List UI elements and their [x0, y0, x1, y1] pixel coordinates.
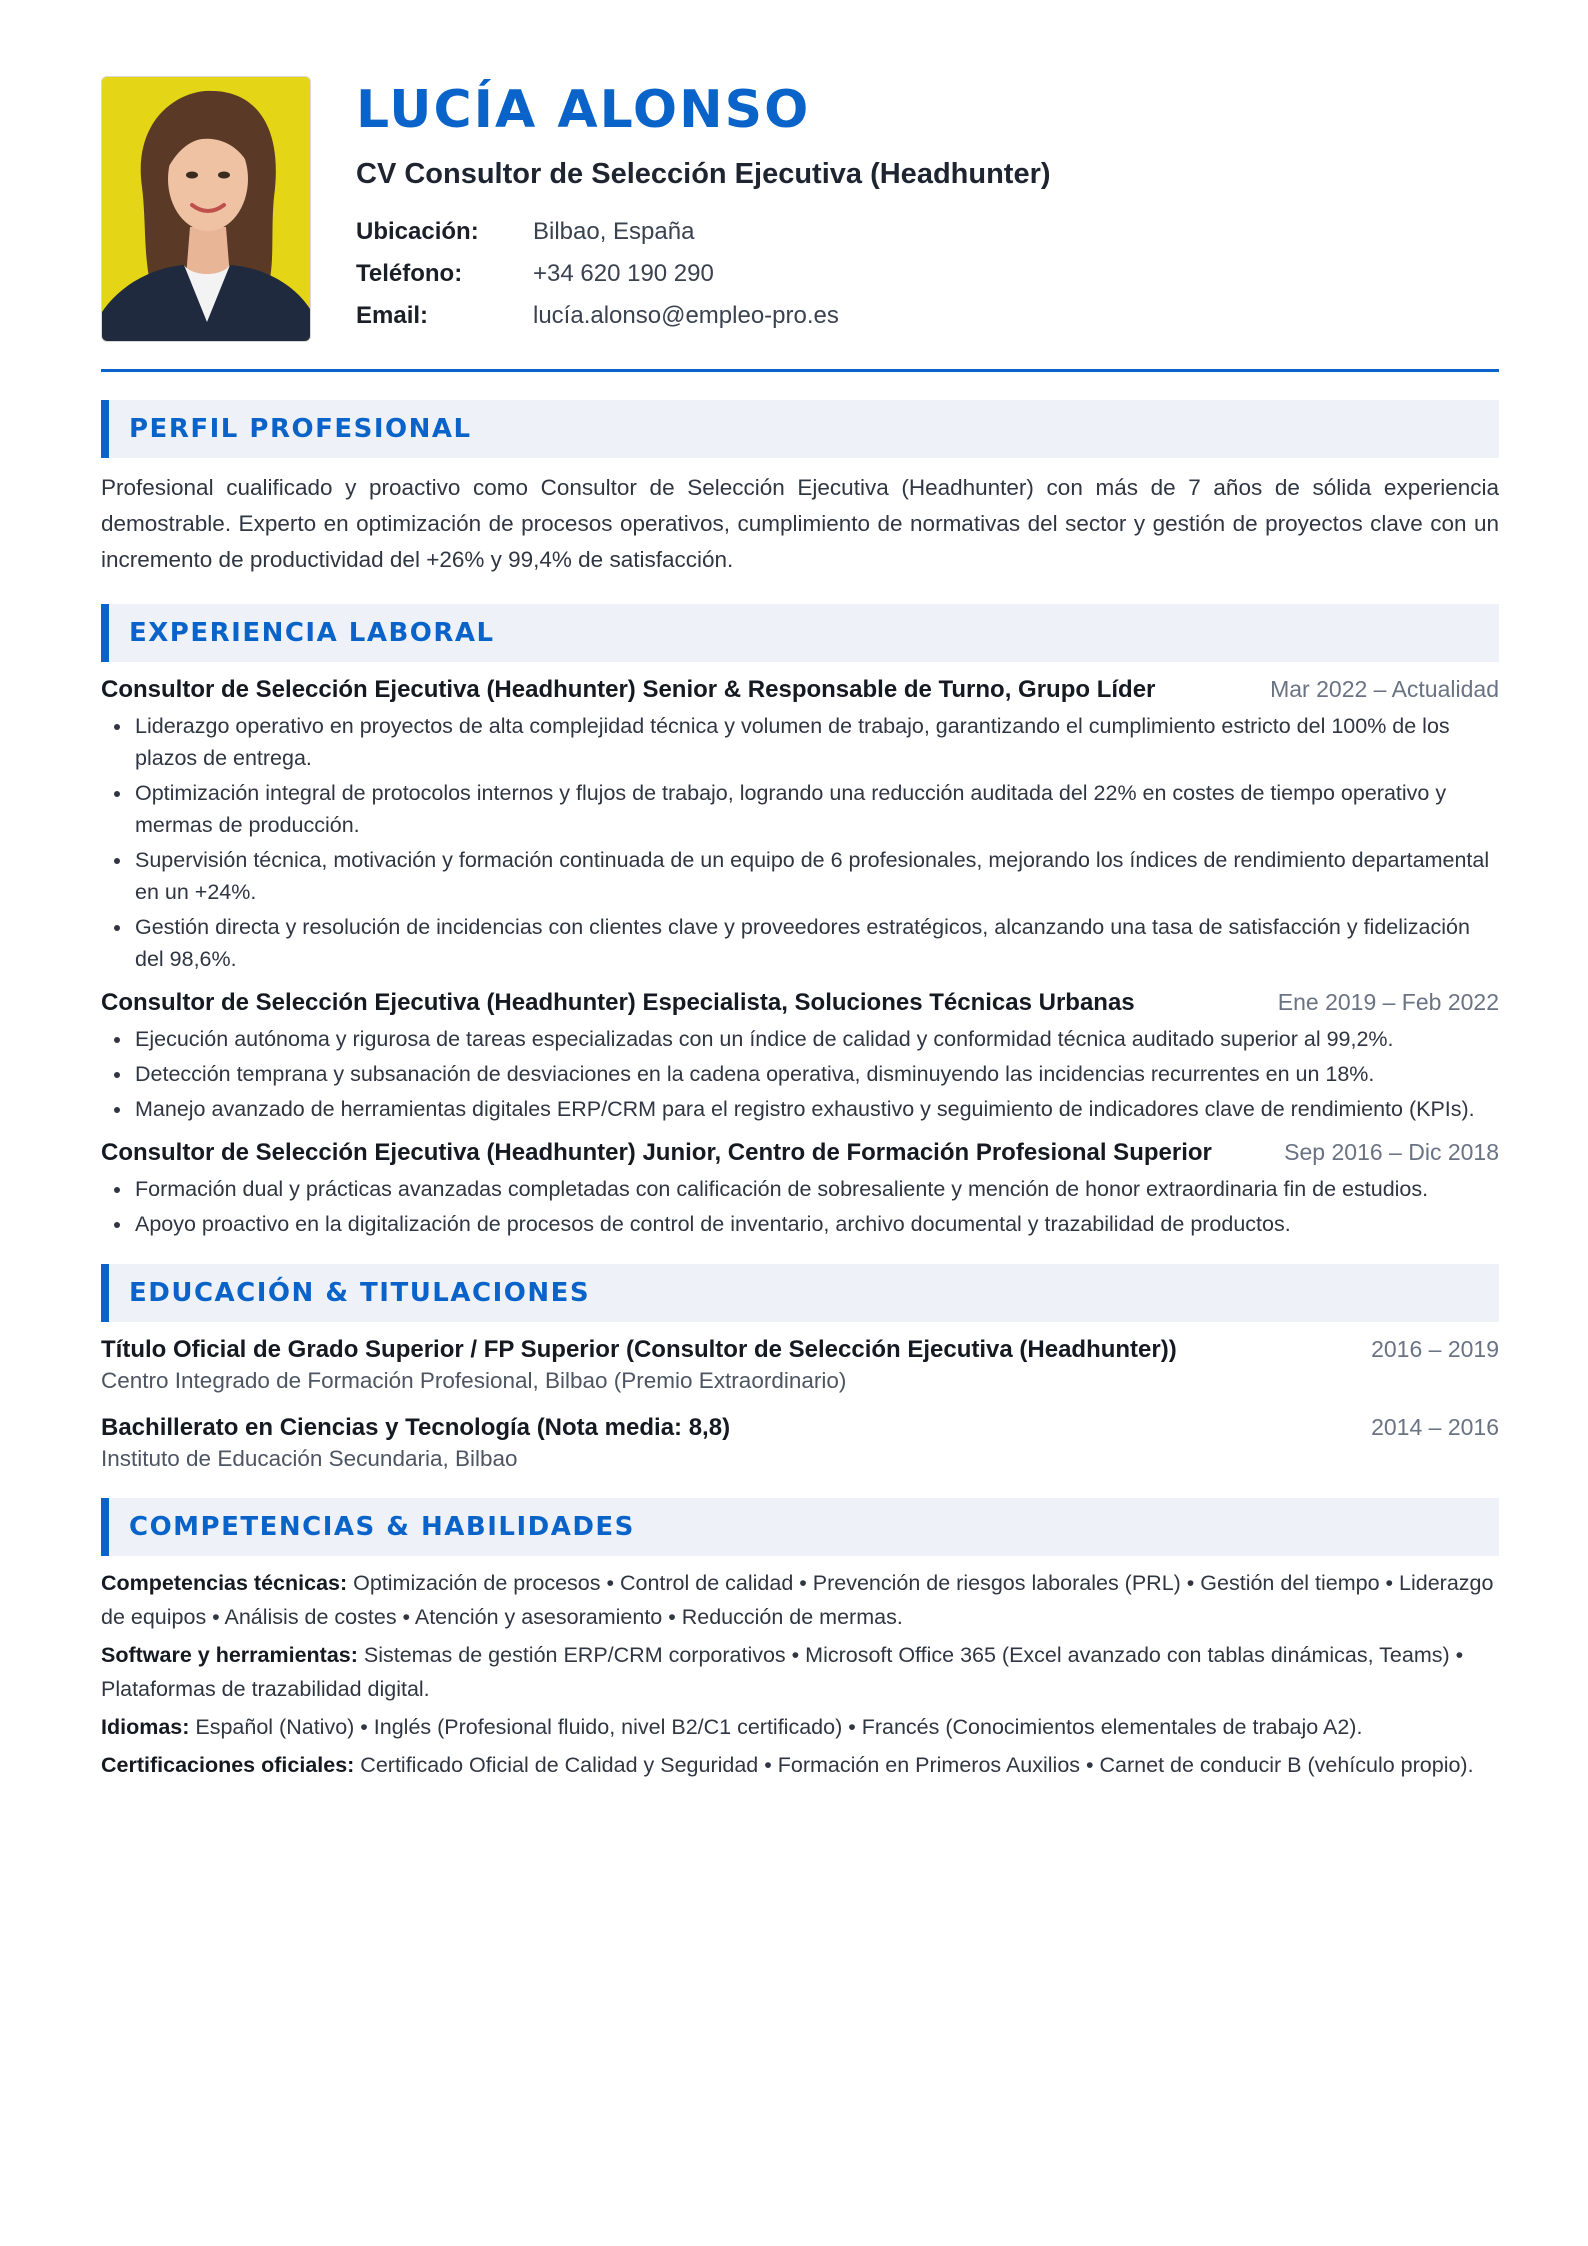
cv-subtitle: CV Consultor de Selección Ejecutiva (Headhunter) [356, 158, 1051, 190]
job-bullets [101, 1173, 1499, 1240]
skill-label: Software y herramientas: [101, 1643, 358, 1667]
skill-line [101, 1748, 1499, 1782]
section-title: EDUCACIÓN & TITULACIONES [129, 1278, 591, 1308]
bullet-item: Detección temprana y subsanación de desviaciones en la cadena operativa, disminuyendo las incidencias recurrentes en un 18%. [101, 1058, 1499, 1090]
bullet-item: Liderazgo operativo en proyectos de alta complejidad técnica y volumen de trabajo, garantizando el cumplimiento estricto del 100% de los plazos de entrega. [101, 710, 1499, 774]
degree-date: 2014 – 2016 [1371, 1414, 1499, 1440]
job-bullets [101, 1023, 1499, 1125]
bullet-item: Formación dual y prácticas avanzadas completadas con calificación de sobresaliente y mención de honor extraordinaria fin de estudios. [101, 1173, 1499, 1205]
institution: Centro Integrado de Formación Profesional, Bilbao (Premio Extraordinario) [101, 1368, 847, 1393]
skill-label: Idiomas: [101, 1715, 190, 1739]
bullet-item: Ejecución autónoma y rigurosa de tareas especializadas con un índice de calidad y conformidad técnica auditado superior al 99,2%. [101, 1023, 1499, 1055]
contact-location [356, 211, 1051, 253]
section-experience-header [101, 604, 1499, 662]
contact-email [356, 295, 1051, 337]
education-entry [101, 1414, 1499, 1472]
skill-text: Optimización de procesos • Control de calidad • Prevención de riesgos laborales (PRL) • Gestión del tiempo • Liderazgo de equipos • Análisis de costes • Atención y asesoramiento • Reducción de mermas. [101, 1571, 1494, 1629]
job-entry [101, 676, 1499, 975]
skills-list [101, 1566, 1499, 1782]
skill-label: Certificaciones oficiales: [101, 1753, 355, 1777]
skill-text: Certificado Oficial de Calidad y Seguridad • Formación en Primeros Auxilios • Carnet de conducir B (vehículo propio). [354, 1753, 1474, 1777]
job-entry [101, 989, 1499, 1125]
contact-block [356, 211, 1051, 337]
skill-line [101, 1638, 1499, 1706]
bullet-item: Apoyo proactivo en la digitalización de procesos de control de inventario, archivo documental y trazabilidad de productos. [101, 1208, 1499, 1240]
section-title: COMPETENCIAS & HABILIDADES [129, 1512, 635, 1542]
job-title: Consultor de Selección Ejecutiva (Headhunter) Especialista, Soluciones Técnicas Urbanas [101, 989, 1135, 1016]
institution: Instituto de Educación Secundaria, Bilbao [101, 1446, 518, 1471]
job-bullets [101, 710, 1499, 975]
section-skills-header [101, 1498, 1499, 1556]
profile-text: Profesional cualificado y proactivo como Consultor de Selección Ejecutiva (Headhunter) con más de 7 años de sólida experiencia demostrable. Experto en optimización de procesos operativos, cumplimiento de normativas del sector y gestión de proyectos clave con un incremento de productividad del +26% y 99,4% de satisfacción. [101, 475, 1499, 572]
contact-phone [356, 253, 1051, 295]
section-title: EXPERIENCIA LABORAL [129, 618, 495, 648]
contact-label: Ubicación: [356, 218, 479, 245]
skill-text: Sistemas de gestión ERP/CRM corporativos • Microsoft Office 365 (Excel avanzado con tablas dinámicas, Teams) • Plataformas de trazabilidad digital. [101, 1643, 1464, 1701]
contact-label: Email: [356, 302, 429, 329]
bullet-item: Optimización integral de protocolos internos y flujos de trabajo, logrando una reducción auditada del 22% en costes de tiempo operativo y mermas de producción. [101, 777, 1499, 841]
job-title: Consultor de Selección Ejecutiva (Headhunter) Junior, Centro de Formación Profesional Superior [101, 1139, 1212, 1166]
job-date: Sep 2016 – Dic 2018 [1284, 1139, 1499, 1165]
skill-text: Español (Nativo) • Inglés (Profesional fluido, nivel B2/C1 certificado) • Francés (Conocimientos elementales de trabajo A2). [189, 1715, 1363, 1739]
section-title: PERFIL PROFESIONAL [129, 414, 472, 444]
degree-title: Título Oficial de Grado Superior / FP Superior (Consultor de Selección Ejecutiva (Headhunter)) [101, 1336, 1177, 1363]
profile-photo [101, 76, 311, 342]
section-profile-header [101, 400, 1499, 458]
contact-value: +34 620 190 290 [533, 260, 714, 287]
bullet-item: Manejo avanzado de herramientas digitales ERP/CRM para el registro exhaustivo y seguimiento de indicadores clave de rendimiento (KPIs). [101, 1093, 1499, 1125]
skill-label: Competencias técnicas: [101, 1571, 348, 1595]
resume-header [101, 76, 1499, 366]
skill-line [101, 1566, 1499, 1634]
skill-line [101, 1710, 1499, 1744]
header-divider [101, 369, 1499, 372]
job-title: Consultor de Selección Ejecutiva (Headhunter) Senior & Responsable de Turno, Grupo Líder [101, 676, 1156, 703]
job-date: Ene 2019 – Feb 2022 [1277, 989, 1499, 1015]
education-entry [101, 1336, 1499, 1394]
contact-value[interactable]: lucía.alonso@empleo-pro.es [533, 302, 839, 329]
degree-title: Bachillerato en Ciencias y Tecnología (Nota media: 8,8) [101, 1414, 731, 1441]
section-education-header [101, 1264, 1499, 1322]
header-info [356, 76, 1051, 337]
bullet-item: Gestión directa y resolución de incidencias con clientes clave y proveedores estratégicos, alcanzando una tasa de satisfacción y fidelización del 98,6%. [101, 911, 1499, 975]
bullet-item: Supervisión técnica, motivación y formación continuada de un equipo de 6 profesionales, mejorando los índices de rendimiento departamental en un +24%. [101, 844, 1499, 908]
job-entry [101, 1139, 1499, 1240]
contact-value: Bilbao, España [533, 218, 695, 245]
candidate-name: LUCÍA ALONSO [356, 80, 811, 140]
contact-label: Teléfono: [356, 260, 463, 287]
job-date: Mar 2022 – Actualidad [1270, 676, 1499, 702]
degree-date: 2016 – 2019 [1371, 1336, 1499, 1362]
